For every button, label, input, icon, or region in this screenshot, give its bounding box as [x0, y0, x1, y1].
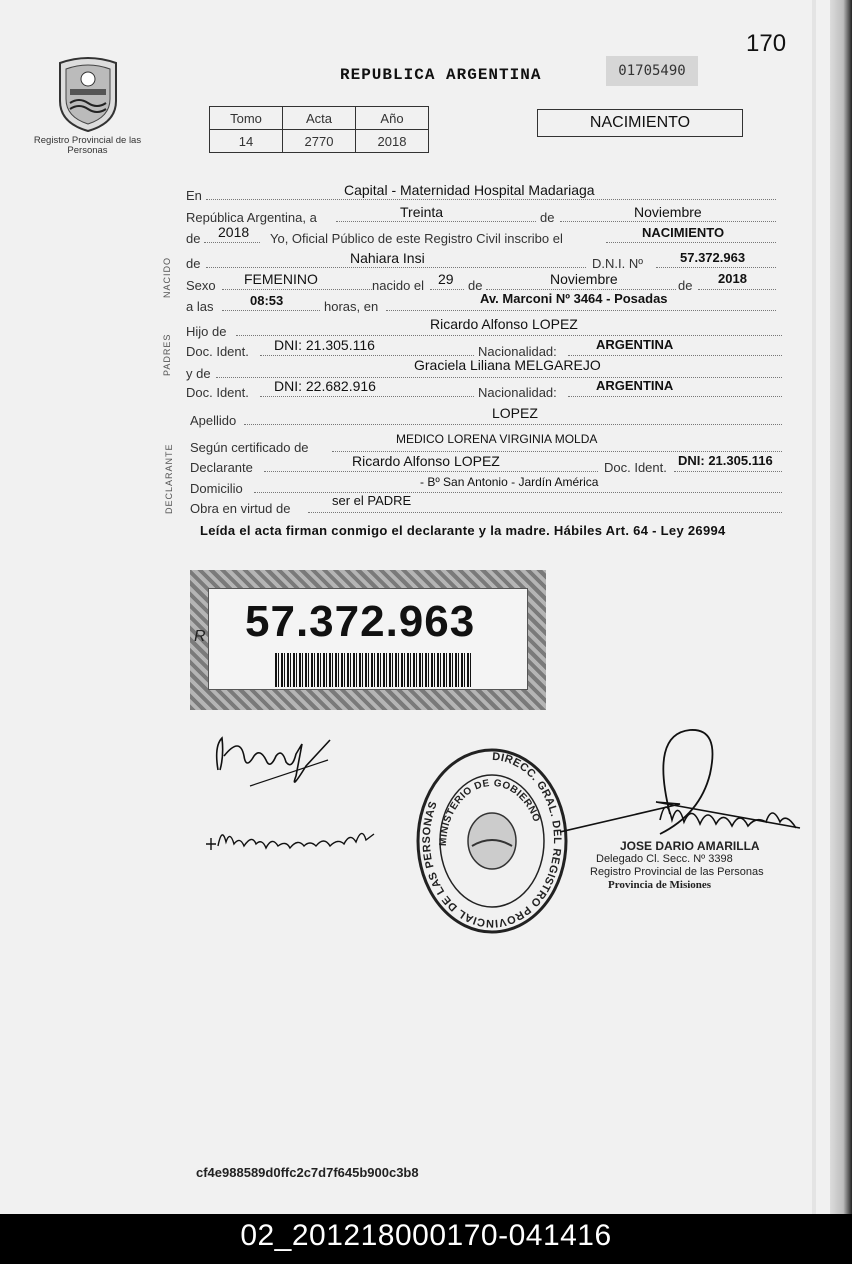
stamp-number: 57.372.963	[245, 597, 476, 646]
row-madre-doc	[186, 378, 782, 403]
label-doc-ident: Doc. Ident.	[186, 344, 249, 359]
label-de-name: de	[186, 256, 201, 271]
label-segun: Según certificado de	[190, 440, 309, 455]
value-declarante-dni: DNI: 21.305.116	[678, 453, 773, 468]
value-certificado: MEDICO LORENA VIRGINIA MOLDA	[396, 432, 598, 446]
official-block	[590, 840, 764, 892]
document-type-box: NACIMIENTO	[537, 109, 743, 137]
mother-signature	[200, 812, 390, 862]
value-domicilio: - Bº San Antonio - Jardín América	[420, 475, 599, 489]
row-inscripcion	[186, 224, 782, 249]
stamp-letter: R	[194, 628, 206, 645]
value-anio-nac: 2018	[718, 271, 747, 286]
registry-value-tomo: 14	[210, 130, 283, 153]
registry-value-acta: 2770	[283, 130, 356, 153]
official-province: Provincia de Misiones	[608, 879, 712, 891]
label-apellido: Apellido	[190, 413, 237, 428]
row-domicilio	[186, 475, 782, 499]
label-de: de	[540, 210, 555, 225]
side-label-declarante: DECLARANTE	[164, 443, 174, 514]
official-name: JOSE DARIO AMARILLA	[620, 839, 760, 853]
label-hijo: Hijo de	[186, 324, 227, 339]
label-de-month: de	[678, 278, 693, 293]
label-y-de: y de	[186, 366, 211, 381]
value-padre: Ricardo Alfonso LOPEZ	[430, 316, 578, 332]
label-yo: Yo, Oficial Público de este Registro Civil inscribo el	[270, 231, 563, 246]
seal-inner-text: MINISTERIO DE GOBIERNO	[437, 777, 542, 847]
value-lugar: Capital - Maternidad Hospital Madariaga	[344, 182, 595, 198]
official-org: Registro Provincial de las Personas	[590, 866, 764, 878]
label-obra: Obra en virtud de	[190, 501, 291, 516]
id-number-stamp	[190, 570, 546, 710]
value-acto: NACIMIENTO	[642, 225, 725, 240]
row-lugar	[186, 182, 782, 206]
value-anio: 2018	[218, 224, 250, 240]
value-declarante: Ricardo Alfonso LOPEZ	[352, 453, 500, 469]
label-nacionalidad: Nacionalidad:	[478, 385, 557, 400]
row-obra	[186, 493, 782, 519]
label-domicilio: Domicilio	[190, 481, 243, 496]
value-padre-nac: ARGENTINA	[596, 337, 674, 352]
value-obra: ser el PADRE	[332, 493, 412, 508]
row-hora	[186, 291, 782, 317]
page-number: 170	[746, 30, 787, 57]
value-nombre: Nahiara Insi	[350, 250, 425, 266]
label-doc-ident: Doc. Ident.	[186, 385, 249, 400]
page-edge-line	[812, 0, 816, 1214]
registry-header-anio: Año	[356, 107, 429, 130]
side-label-nacido: NACIDO	[162, 256, 172, 298]
stamp-inner	[208, 588, 528, 690]
registry-header-acta: Acta	[283, 107, 356, 130]
label-nacionalidad: Nacionalidad:	[478, 344, 557, 359]
value-direccion: Av. Marconi Nº 3464 - Posadas	[480, 291, 668, 306]
value-madre-dni: DNI: 22.682.916	[274, 378, 376, 394]
registry-header-tomo: Tomo	[210, 107, 283, 130]
label-declarante: Declarante	[190, 460, 253, 475]
registry-value-anio: 2018	[356, 130, 429, 153]
value-madre: Graciela Liliana MELGAREJO	[414, 357, 601, 373]
value-apellido: LOPEZ	[492, 405, 538, 421]
label-en: En	[186, 188, 202, 203]
page-edge	[830, 0, 852, 1214]
scan-footer-id: 02_201218000170-041416	[0, 1214, 852, 1264]
value-dia-nac: 29	[438, 271, 454, 287]
logo-caption: Registro Provincial de las Personas	[33, 135, 142, 156]
value-dni: 57.372.963	[680, 250, 746, 265]
label-nacido: nacido el	[372, 278, 425, 293]
registry-table	[209, 106, 429, 153]
label-republica: República Argentina, a	[186, 210, 317, 225]
legal-text: Leída el acta firman conmigo el declarante y la madre. Hábiles Art. 64 - Ley 26994	[200, 523, 726, 538]
label-a-las: a las	[186, 299, 214, 314]
value-padre-dni: DNI: 21.305.116	[274, 337, 375, 353]
father-signature	[210, 726, 340, 796]
value-sexo: FEMENINO	[244, 271, 318, 287]
label-doc-ident: Doc. Ident.	[604, 460, 667, 475]
label-horas: horas, en	[324, 299, 379, 314]
row-apellido	[186, 405, 782, 431]
seal-outer-text: DIRECC. GRAL. DEL REGISTRO PROVINCIAL DE LAS PERSONAS	[420, 750, 563, 930]
label-dni: D.N.I. Nº	[592, 256, 643, 271]
value-mes-nac: Noviembre	[550, 271, 618, 287]
official-signature	[560, 724, 810, 854]
label-de-year: de	[186, 231, 201, 246]
value-hora: 08:53	[250, 293, 284, 308]
document-title: REPUBLICA ARGENTINA	[340, 66, 542, 84]
value-mes: Noviembre	[634, 204, 702, 220]
value-dia-letras: Treinta	[400, 204, 444, 220]
official-seal-icon	[414, 746, 570, 936]
label-sexo: Sexo	[186, 278, 216, 293]
label-de-day: de	[468, 278, 483, 293]
official-role: Delegado Cl. Secc. Nº 3398	[596, 853, 733, 865]
barcode	[275, 653, 473, 687]
province-logo-icon	[48, 55, 128, 133]
document-hash: cf4e988589d0ffc2c7d7f645b900c3b8	[196, 1165, 419, 1180]
side-label-padres: PADRES	[162, 333, 172, 376]
value-madre-nac: ARGENTINA	[596, 378, 674, 393]
serial-number: 01705490	[606, 56, 698, 86]
